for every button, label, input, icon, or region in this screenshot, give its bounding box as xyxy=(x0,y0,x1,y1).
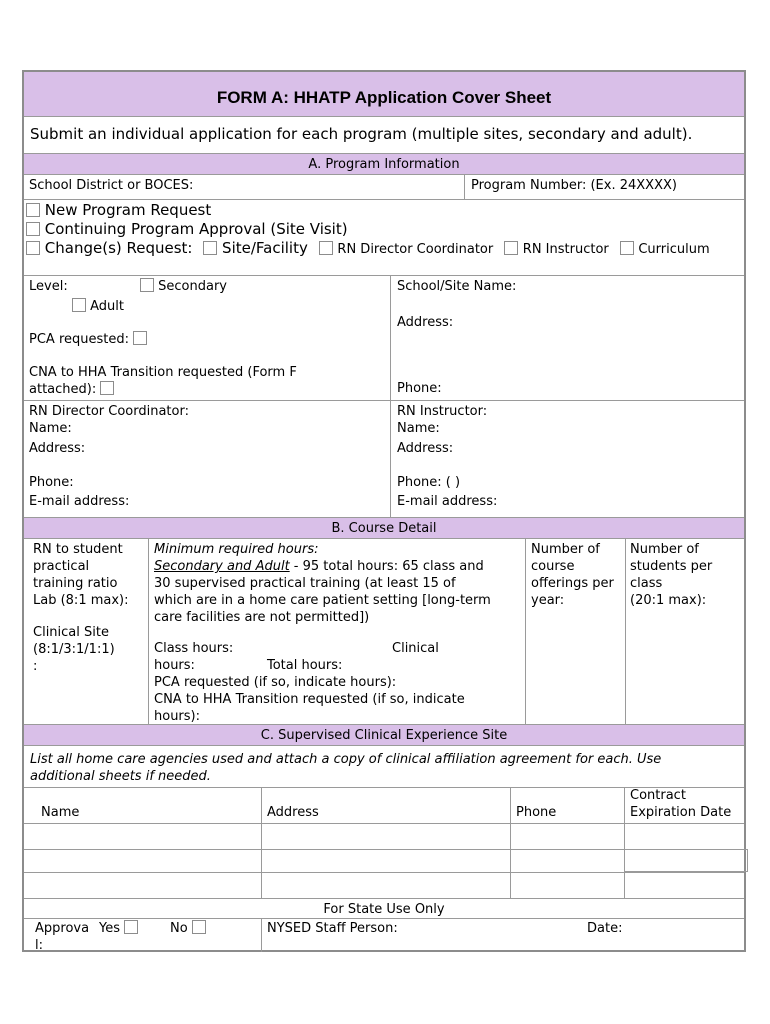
hours-text-line-3: which are in a home care patient setting [long-term xyxy=(154,593,491,608)
program-number-label: Program Number: (Ex. 24XXXX) xyxy=(471,178,677,193)
site-facility-checkbox[interactable] xyxy=(203,241,217,255)
students-line-1: Number of xyxy=(630,542,699,557)
director-name-label: Name: xyxy=(29,421,72,436)
instructor-email-label: E-mail address: xyxy=(397,494,498,509)
director-phone-label: Phone: xyxy=(29,475,74,490)
approval-no-option[interactable]: No xyxy=(170,920,206,937)
cna-hours-label-2: hours): xyxy=(154,709,201,724)
instructor-phone-label: Phone: ( ) xyxy=(397,475,461,490)
pca-requested-field[interactable]: PCA requested: xyxy=(29,331,147,348)
site-address-label: Address: xyxy=(397,315,454,330)
curriculum-checkbox[interactable] xyxy=(620,241,634,255)
adult-option[interactable]: Adult xyxy=(72,298,124,315)
director-address-label: Address: xyxy=(29,441,86,456)
instructor-name-label: Name: xyxy=(397,421,440,436)
offerings-line-2: course xyxy=(531,559,575,574)
school-district-label: School District or BOCES: xyxy=(29,178,194,193)
rn-director-label: RN Director Coordinator: xyxy=(29,404,189,419)
min-hours-label: Minimum required hours: xyxy=(154,542,319,557)
instructor-address-label: Address: xyxy=(397,441,454,456)
approval-yes-checkbox[interactable] xyxy=(124,920,138,934)
secondary-checkbox[interactable] xyxy=(140,278,154,292)
ratio-line-4: Lab (8:1 max): xyxy=(33,593,129,608)
col-address-header: Address xyxy=(267,805,319,820)
application-form xyxy=(22,70,746,952)
clinical-hours-label: hours: xyxy=(154,658,195,673)
rn-instructor-label: RN Instructor: xyxy=(397,404,488,419)
ratio-line-2: practical xyxy=(33,559,90,574)
section-c-instruction-2: additional sheets if needed. xyxy=(30,769,211,784)
director-email-label: E-mail address: xyxy=(29,494,130,509)
new-program-checkbox[interactable] xyxy=(26,203,40,217)
secondary-option[interactable]: Secondary xyxy=(140,278,227,295)
clinical-label: Clinical xyxy=(392,641,439,656)
adult-checkbox[interactable] xyxy=(72,298,86,312)
changes-request-checkbox[interactable] xyxy=(26,241,40,255)
continuing-program-checkbox[interactable] xyxy=(26,222,40,236)
cna-transition-field[interactable]: attached): xyxy=(29,381,114,398)
date-label: Date: xyxy=(587,921,623,936)
site-phone-label: Phone: xyxy=(397,381,442,396)
clinical-site-line-1: Clinical Site xyxy=(33,625,109,640)
pca-checkbox[interactable] xyxy=(133,331,147,345)
cna-checkbox[interactable] xyxy=(100,381,114,395)
cna-hours-label-1: CNA to HHA Transition requested (if so, indicate xyxy=(154,692,465,707)
col-contract-header-1: Contract xyxy=(630,788,686,803)
section-b-heading: B. Course Detail xyxy=(331,521,437,536)
staff-person-label: NYSED Staff Person: xyxy=(267,921,398,936)
students-line-4: (20:1 max): xyxy=(630,593,707,608)
hours-text-line-4: care facilities are not permitted]) xyxy=(154,610,370,625)
offerings-line-1: Number of xyxy=(531,542,600,557)
offerings-line-4: year: xyxy=(531,593,565,608)
changes-request-option[interactable]: Change(s) Request: Site/Facility RN Director Coordinator RN Instructor Curriculum xyxy=(26,239,710,259)
contract-cell-row-2[interactable] xyxy=(624,849,748,872)
total-hours-label: Total hours: xyxy=(267,658,343,673)
approval-label-1: Approva xyxy=(35,921,90,936)
rn-director-checkbox[interactable] xyxy=(319,241,333,255)
school-site-name-label: School/Site Name: xyxy=(397,279,517,294)
state-use-heading: For State Use Only xyxy=(323,902,445,917)
clinical-site-line-3: : xyxy=(33,659,38,674)
ratio-line-3: training ratio xyxy=(33,576,118,591)
form-title: FORM A: HHATP Application Cover Sheet xyxy=(216,88,552,107)
class-hours-label: Class hours: xyxy=(154,641,234,656)
form-instruction: Submit an individual application for each program (multiple sites, secondary and adult). xyxy=(30,125,693,143)
clinical-site-line-2: (8:1/3:1/1:1) xyxy=(33,642,115,657)
approval-no-checkbox[interactable] xyxy=(192,920,206,934)
level-label: Level: xyxy=(29,279,68,294)
section-c-instruction-1: List all home care agencies used and attach a copy of clinical affiliation agreement for each. Use xyxy=(30,752,662,767)
students-line-2: students per xyxy=(630,559,713,574)
section-a-heading: A. Program Information xyxy=(308,157,460,172)
students-line-3: class xyxy=(630,576,663,591)
approval-yes-option[interactable]: Yes xyxy=(99,920,138,937)
hours-text-line-1: Secondary and Adult - 95 total hours: 65 class and xyxy=(154,559,484,574)
hours-text-line-2: 30 supervised practical training (at least 15 of xyxy=(154,576,456,591)
section-c-heading: C. Supervised Clinical Experience Site xyxy=(260,728,508,743)
approval-label-2: l: xyxy=(35,938,43,953)
pca-hours-label: PCA requested (if so, indicate hours): xyxy=(154,675,397,690)
rn-instructor-checkbox[interactable] xyxy=(504,241,518,255)
col-phone-header: Phone xyxy=(516,805,557,820)
new-program-option[interactable]: New Program Request xyxy=(26,201,211,220)
cna-transition-label: CNA to HHA Transition requested (Form F xyxy=(29,365,297,380)
ratio-line-1: RN to student xyxy=(33,542,123,557)
col-name-header: Name xyxy=(41,805,80,820)
continuing-program-option[interactable]: Continuing Program Approval (Site Visit) xyxy=(26,220,348,239)
offerings-line-3: offerings per xyxy=(531,576,614,591)
col-contract-header-2: Expiration Date xyxy=(630,805,732,820)
